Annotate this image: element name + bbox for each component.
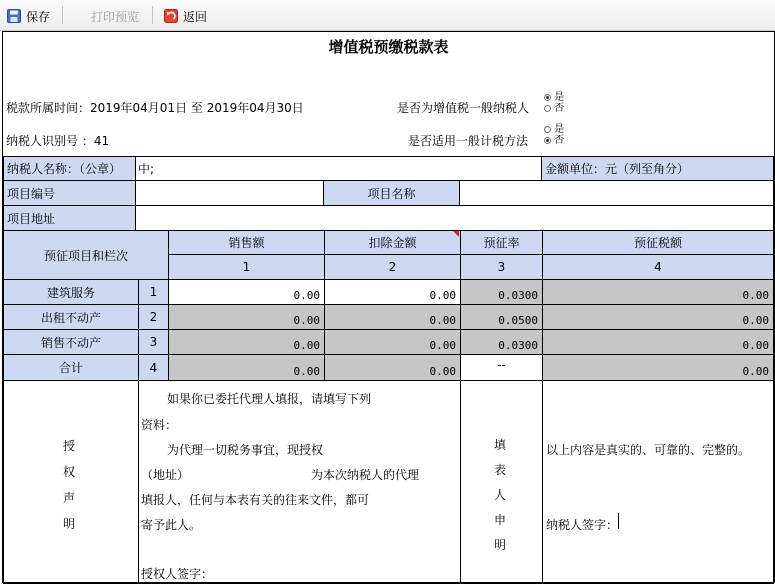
col-number: 3 [460, 254, 543, 280]
radio-icon [544, 94, 551, 101]
row-label: 出租不动产 [3, 304, 139, 330]
tax-total: 0.00 [542, 354, 774, 381]
save-icon [7, 9, 21, 23]
tax-value: 0.00 [542, 279, 774, 305]
toolbar-divider [62, 6, 63, 24]
row-number: 2 [138, 304, 169, 330]
general-method-no[interactable] [544, 135, 564, 146]
rate-value: 0.0300 [460, 279, 543, 305]
save-button[interactable] [7, 7, 50, 25]
row-number: 1 [138, 279, 169, 305]
auth-label: 授权声明 [63, 439, 76, 531]
toolbar [0, 0, 775, 31]
project-address-field[interactable] [135, 205, 774, 231]
taxpayer-name-field[interactable]: 中; [135, 156, 542, 181]
general-taxpayer-question: 是否为增值税一般纳税人 [397, 101, 530, 115]
auth-text: 资料： [141, 418, 178, 432]
no-label: 否 [554, 103, 565, 114]
project-no-label: 项目编号 [3, 180, 136, 206]
deduct-value: 0.00 [324, 304, 461, 330]
auth-label-cell [3, 380, 139, 584]
general-method-question: 是否适用一般计税方法 [408, 134, 529, 148]
back-label: 返回 [183, 9, 208, 24]
rate-value: 0.0300 [460, 329, 543, 355]
general-taxpayer-yes[interactable] [544, 92, 564, 103]
sales-value: 0.00 [168, 304, 325, 330]
deduct-total: 0.00 [324, 354, 461, 381]
deduct-value: 0.00 [324, 329, 461, 355]
amount-unit-label: 金额单位：元（列至角分） [541, 156, 774, 181]
declare-statement: 以上内容是真实的、可靠的、完整的。 [546, 443, 751, 457]
auth-signature-label: 授权人签字： [141, 567, 214, 581]
project-no-field[interactable] [135, 180, 324, 206]
auth-text: 填报人，任何与本表有关的往来文件，都可 [141, 493, 370, 507]
col-header-rate: 预征率 [460, 230, 543, 255]
radio-icon [544, 137, 551, 144]
auth-text: 寄予此人。 [141, 518, 202, 532]
deduct-input[interactable]: 0.00 [324, 279, 461, 305]
auth-content [138, 380, 461, 584]
sales-input[interactable]: 0.00 [168, 279, 325, 305]
row-label: 建筑服务 [3, 279, 139, 305]
sales-value: 0.00 [168, 329, 325, 355]
declare-label-cell [460, 380, 543, 584]
taxpayer-id: 纳税人识别号 ：41 [6, 134, 110, 148]
radio-icon [544, 105, 551, 112]
yes-label: 是 [554, 124, 565, 135]
yes-label: 是 [554, 92, 565, 103]
item-header: 预征项目和栏次 [3, 230, 169, 280]
tax-value: 0.00 [542, 329, 774, 355]
col-header-tax: 预征税额 [542, 230, 774, 255]
print-preview-button[interactable] [74, 7, 139, 25]
col-number: 1 [168, 254, 325, 280]
row-number: 4 [138, 354, 169, 381]
print-preview-label: 打印预览 [91, 9, 140, 24]
save-label: 保存 [26, 9, 51, 24]
rate-value: 0.0500 [460, 304, 543, 330]
print-preview-icon [74, 9, 86, 23]
rate-total: -- [460, 354, 543, 381]
tax-value: 0.00 [542, 304, 774, 330]
auth-text: 如果你已委托代理人填报，请填写下列 [167, 392, 372, 406]
back-button[interactable] [164, 7, 207, 25]
col-header-sales: 销售额 [168, 230, 325, 255]
declare-content [542, 380, 774, 584]
row-label: 合计 [3, 354, 139, 381]
project-name-label: 项目名称 [323, 180, 460, 206]
general-method-radio-group [544, 124, 564, 146]
declare-label: 填表人申明 [494, 438, 507, 552]
project-name-field[interactable] [459, 180, 774, 206]
taxpayer-name-label: 纳税人名称：（公章） [3, 156, 136, 181]
comment-marker-icon [453, 231, 459, 237]
radio-icon [544, 126, 551, 133]
col-header-deduct: 扣除金额 [324, 230, 461, 255]
toolbar-divider [152, 6, 153, 24]
col-number: 2 [324, 254, 461, 280]
declare-signature-label: 纳税人签字： [546, 518, 619, 532]
auth-text: 为代理一切税务事宜，现授权 [167, 443, 324, 457]
text-cursor [618, 513, 619, 529]
tax-form [2, 31, 775, 583]
back-icon [164, 9, 178, 23]
no-label: 否 [554, 135, 565, 146]
general-taxpayer-radio-group [544, 92, 564, 114]
row-label: 销售不动产 [3, 329, 139, 355]
general-taxpayer-no[interactable] [544, 103, 564, 114]
auth-text: 为本次纳税人的代理 [311, 468, 420, 482]
form-title: 增值税预缴税款表 [328, 38, 449, 56]
project-address-label: 项目地址 [3, 205, 136, 231]
tax-period: 税款所属时间：2019年04月01日 至 2019年04月30日 [6, 101, 304, 115]
auth-text: （地址） [141, 468, 190, 482]
col-number: 4 [542, 254, 774, 280]
general-method-yes[interactable] [544, 124, 564, 135]
row-number: 3 [138, 329, 169, 355]
sales-total: 0.00 [168, 354, 325, 381]
